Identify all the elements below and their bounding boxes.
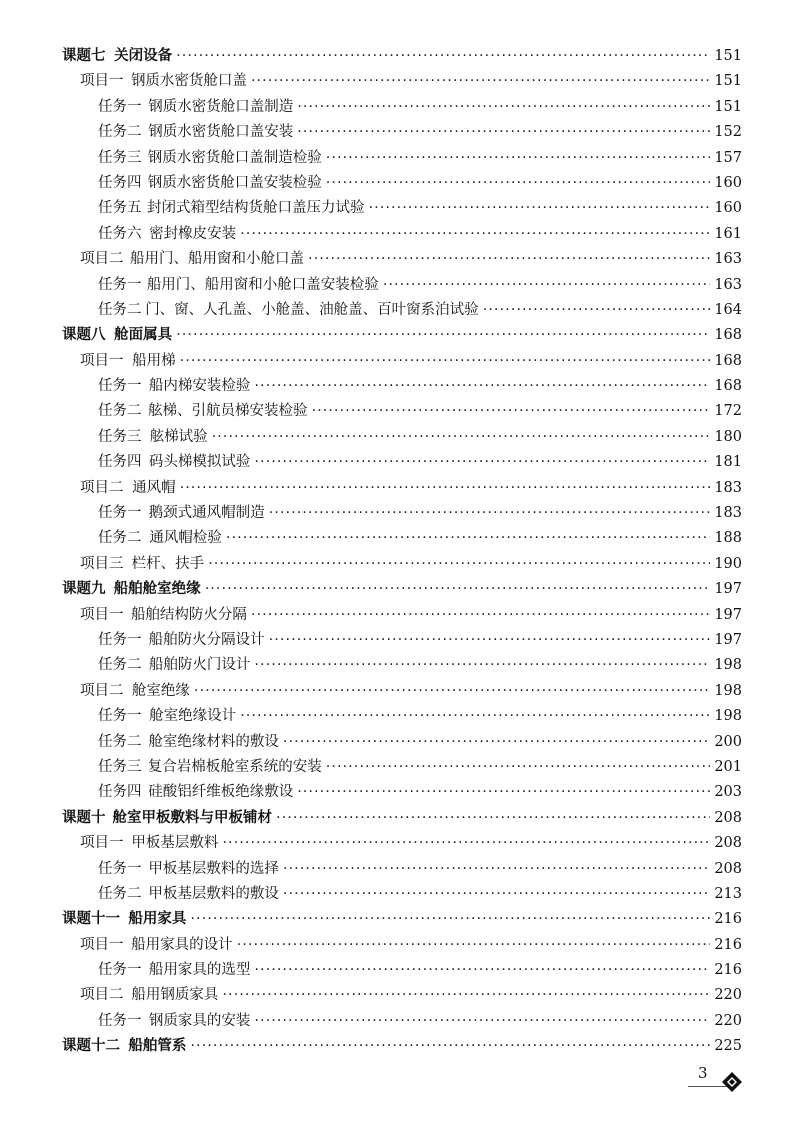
toc-project-entry[interactable] bbox=[62, 476, 742, 501]
toc-entry-page-number: 190 bbox=[714, 555, 742, 572]
toc-dot-leader bbox=[240, 704, 710, 729]
toc-dot-leader bbox=[176, 323, 710, 348]
toc-entry-page-number: 181 bbox=[714, 454, 742, 471]
toc-entry-page-number: 188 bbox=[714, 530, 742, 547]
toc-entry-label: 任务一 bbox=[98, 505, 142, 522]
toc-entry-label: 任务二 bbox=[98, 124, 142, 141]
toc-entry-page-number: 163 bbox=[714, 251, 742, 268]
toc-dot-leader bbox=[269, 501, 711, 526]
diamond-ornament-icon bbox=[722, 1072, 742, 1092]
toc-entry-label: 任务三 bbox=[98, 149, 142, 166]
toc-chapter-entry[interactable] bbox=[62, 806, 742, 831]
toc-entry-title: 船舶结构防火分隔 bbox=[130, 606, 247, 623]
toc-entry-page-number: 208 bbox=[714, 835, 742, 852]
toc-entry-page-number: 168 bbox=[714, 352, 742, 369]
toc-task-entry[interactable] bbox=[62, 526, 742, 551]
toc-entry-page-number: 168 bbox=[714, 378, 742, 395]
toc-entry-title: 船用家具的设计 bbox=[131, 936, 233, 953]
toc-dot-leader bbox=[254, 653, 710, 678]
toc-entry-title: 钢质家具的安装 bbox=[148, 1012, 251, 1029]
toc-entry-label: 任务一 bbox=[98, 860, 142, 877]
toc-dot-leader bbox=[254, 374, 710, 399]
toc-entry-page-number: 183 bbox=[714, 505, 742, 522]
toc-dot-leader bbox=[297, 95, 710, 120]
toc-entry-label: 课题十 bbox=[62, 809, 106, 826]
toc-dot-leader bbox=[369, 196, 711, 221]
toc-entry-page-number: 216 bbox=[714, 962, 742, 979]
toc-entry-page-number: 163 bbox=[714, 276, 742, 293]
toc-task-entry[interactable] bbox=[62, 882, 742, 907]
toc-task-entry[interactable] bbox=[62, 222, 742, 247]
toc-entry-label: 任务三 bbox=[98, 758, 142, 775]
toc-entry-title: 通风帽 bbox=[132, 479, 176, 496]
toc-task-entry[interactable] bbox=[62, 1009, 742, 1034]
toc-entry-title: 舱室绝缘材料的敷设 bbox=[148, 733, 279, 750]
toc-entry-page-number: 151 bbox=[714, 73, 742, 90]
toc-dot-leader bbox=[180, 476, 711, 501]
toc-entry-label: 任务二 bbox=[98, 733, 142, 750]
toc-task-entry[interactable] bbox=[62, 501, 742, 526]
toc-entry-label: 项目一 bbox=[80, 606, 124, 623]
toc-entry-page-number: 183 bbox=[714, 479, 742, 496]
toc-dot-leader bbox=[208, 552, 710, 577]
toc-task-entry[interactable] bbox=[62, 755, 742, 780]
toc-entry-label: 任务四 bbox=[98, 454, 142, 471]
toc-dot-leader bbox=[283, 882, 710, 907]
toc-dot-leader bbox=[194, 679, 710, 704]
toc-entry-title: 船用门、船用窗和小舱口盖 bbox=[130, 251, 305, 268]
toc-dot-leader bbox=[190, 1034, 710, 1059]
toc-entry-title: 码头梯模拟试验 bbox=[148, 454, 251, 471]
toc-dot-leader bbox=[222, 831, 710, 856]
toc-task-entry[interactable] bbox=[62, 171, 742, 196]
toc-entry-label: 课题十一 bbox=[62, 911, 120, 928]
toc-entry-title: 甲板基层敷料 bbox=[131, 835, 219, 852]
toc-entry-page-number: 200 bbox=[714, 733, 742, 750]
toc-entry-page-number: 161 bbox=[714, 225, 742, 242]
toc-project-entry[interactable] bbox=[62, 983, 742, 1008]
toc-dot-leader bbox=[180, 349, 711, 374]
page-footer bbox=[688, 1062, 758, 1102]
toc-project-entry[interactable] bbox=[62, 933, 742, 958]
toc-entry-page-number: 216 bbox=[714, 936, 742, 953]
toc-entry-label: 任务六 bbox=[98, 225, 142, 242]
toc-dot-leader bbox=[240, 222, 710, 247]
toc-entry-page-number: 225 bbox=[714, 1038, 742, 1055]
toc-task-entry[interactable] bbox=[62, 730, 742, 755]
toc-project-entry[interactable] bbox=[62, 247, 742, 272]
toc-entry-title: 封闭式箱型结构货舱口盖压力试验 bbox=[147, 200, 365, 217]
toc-entry-label: 任务二 bbox=[98, 885, 142, 902]
toc-project-entry[interactable] bbox=[62, 679, 742, 704]
toc-task-entry[interactable] bbox=[62, 780, 742, 805]
toc-project-entry[interactable] bbox=[62, 69, 742, 94]
toc-entry-title: 船舶舱室绝缘 bbox=[113, 581, 201, 598]
toc-dot-leader bbox=[383, 273, 711, 298]
toc-task-entry[interactable] bbox=[62, 425, 742, 450]
toc-entry-title: 复合岩棉板舱室系统的安装 bbox=[147, 758, 322, 775]
toc-dot-leader bbox=[222, 983, 710, 1008]
toc-entry-label: 项目二 bbox=[80, 987, 124, 1004]
toc-entry-title: 甲板基层敷料的选择 bbox=[148, 860, 279, 877]
toc-entry-label: 任务一 bbox=[98, 98, 142, 115]
toc-entry-title: 舱室甲板敷料与甲板铺材 bbox=[112, 809, 273, 826]
toc-dot-leader bbox=[326, 171, 711, 196]
toc-entry-title: 船用门、船用窗和小舱口盖安装检验 bbox=[146, 276, 379, 293]
toc-entry-label: 项目二 bbox=[80, 251, 124, 268]
toc-entry-title: 船用钢质家具 bbox=[131, 987, 219, 1004]
toc-entry-title: 船舶防火分隔设计 bbox=[148, 631, 265, 648]
toc-entry-label: 任务二 bbox=[98, 403, 142, 420]
page-number: 3 bbox=[698, 1064, 708, 1082]
toc-entry-page-number: 220 bbox=[714, 1012, 742, 1029]
toc-dot-leader bbox=[254, 450, 710, 475]
toc-project-entry[interactable] bbox=[62, 831, 742, 856]
toc-task-entry[interactable] bbox=[62, 857, 742, 882]
toc-entry-title: 船内梯安装检验 bbox=[148, 378, 251, 395]
toc-entry-title: 钢质水密货舱口盖制造 bbox=[148, 98, 294, 115]
toc-dot-leader bbox=[212, 425, 711, 450]
toc-entry-page-number: 220 bbox=[714, 987, 742, 1004]
toc-task-entry[interactable] bbox=[62, 450, 742, 475]
toc-entry-page-number: 172 bbox=[714, 403, 742, 420]
toc-entry-title: 门、窗、人孔盖、小舱盖、油舱盖、百叶窗系泊试验 bbox=[145, 301, 479, 318]
toc-dot-leader bbox=[283, 730, 710, 755]
toc-entry-page-number: 197 bbox=[714, 631, 742, 648]
toc-task-entry[interactable] bbox=[62, 374, 742, 399]
toc-entry-label: 项目一 bbox=[80, 73, 124, 90]
toc-task-entry[interactable] bbox=[62, 273, 742, 298]
toc-dot-leader bbox=[176, 44, 710, 69]
toc-entry-title: 钢质水密货舱口盖制造检验 bbox=[147, 149, 322, 166]
toc-entry-label: 课题八 bbox=[62, 327, 106, 344]
toc-dot-leader bbox=[254, 1009, 710, 1034]
toc-entry-label: 任务三 bbox=[98, 428, 142, 445]
toc-entry-title: 通风帽检验 bbox=[149, 530, 222, 547]
toc-entry-title: 船用梯 bbox=[132, 352, 176, 369]
toc-dot-leader bbox=[311, 399, 710, 424]
toc-chapter-entry[interactable] bbox=[62, 1034, 742, 1059]
toc-task-entry[interactable] bbox=[62, 704, 742, 729]
toc-dot-leader bbox=[326, 755, 711, 780]
toc-entry-title: 钢质水密货舱口盖安装 bbox=[148, 124, 294, 141]
toc-project-entry[interactable] bbox=[62, 603, 742, 628]
toc-dot-leader bbox=[308, 247, 710, 272]
toc-entry-page-number: 151 bbox=[714, 48, 742, 64]
toc-entry-title: 船舶管系 bbox=[128, 1038, 187, 1055]
toc-dot-leader bbox=[190, 907, 710, 932]
toc-entry-page-number: 160 bbox=[714, 174, 742, 191]
toc-entry-page-number: 198 bbox=[714, 682, 742, 699]
toc-entry-page-number: 164 bbox=[714, 301, 742, 318]
table-of-contents bbox=[62, 44, 742, 1060]
toc-task-entry[interactable] bbox=[62, 653, 742, 678]
toc-dot-leader bbox=[297, 120, 710, 145]
toc-entry-label: 项目二 bbox=[80, 479, 124, 496]
toc-entry-page-number: 216 bbox=[714, 911, 742, 928]
toc-chapter-entry[interactable] bbox=[62, 44, 742, 69]
toc-dot-leader bbox=[251, 69, 710, 94]
toc-entry-title: 甲板基层敷料的敷设 bbox=[148, 885, 279, 902]
toc-entry-label: 任务五 bbox=[98, 200, 142, 217]
toc-entry-page-number: 168 bbox=[714, 327, 742, 344]
toc-dot-leader bbox=[483, 298, 711, 323]
toc-entry-page-number: 213 bbox=[714, 885, 742, 902]
toc-entry-page-number: 201 bbox=[714, 758, 742, 775]
toc-entry-title: 舱室绝缘 bbox=[131, 682, 190, 699]
toc-dot-leader bbox=[326, 146, 711, 171]
toc-task-entry[interactable] bbox=[62, 196, 742, 221]
toc-chapter-entry[interactable] bbox=[62, 323, 742, 348]
toc-entry-title: 船用家具 bbox=[128, 911, 187, 928]
toc-dot-leader bbox=[226, 526, 710, 551]
toc-entry-title: 舷梯、引航员梯安装检验 bbox=[147, 403, 308, 420]
toc-dot-leader bbox=[269, 628, 711, 653]
toc-entry-title: 钢质水密货舱口盖 bbox=[130, 73, 247, 90]
toc-entry-label: 任务一 bbox=[98, 1012, 142, 1029]
toc-dot-leader bbox=[254, 958, 710, 983]
toc-entry-page-number: 197 bbox=[714, 606, 742, 623]
toc-task-entry[interactable] bbox=[62, 95, 742, 120]
toc-entry-page-number: 151 bbox=[714, 98, 742, 115]
toc-entry-page-number: 198 bbox=[714, 708, 742, 725]
toc-chapter-entry[interactable] bbox=[62, 907, 742, 932]
toc-entry-page-number: 160 bbox=[714, 200, 742, 217]
toc-dot-leader bbox=[251, 603, 710, 628]
toc-dot-leader bbox=[297, 780, 710, 805]
toc-entry-label: 任务二 bbox=[98, 301, 142, 318]
toc-entry-label: 任务二 bbox=[98, 530, 142, 547]
toc-task-entry[interactable] bbox=[62, 958, 742, 983]
toc-entry-title: 鹅颈式通风帽制造 bbox=[148, 505, 265, 522]
toc-entry-label: 任务一 bbox=[98, 631, 142, 648]
toc-entry-label: 项目一 bbox=[80, 835, 124, 852]
toc-dot-leader bbox=[237, 933, 711, 958]
toc-entry-label: 任务一 bbox=[98, 962, 142, 979]
toc-chapter-entry[interactable] bbox=[62, 577, 742, 602]
toc-dot-leader bbox=[276, 806, 710, 831]
toc-entry-title: 船舶防火门设计 bbox=[148, 657, 251, 674]
toc-entry-page-number: 180 bbox=[714, 428, 742, 445]
toc-entry-label: 项目一 bbox=[80, 352, 124, 369]
toc-task-entry[interactable] bbox=[62, 399, 742, 424]
toc-entry-title: 栏杆、扶手 bbox=[131, 555, 205, 572]
toc-entry-page-number: 208 bbox=[714, 860, 742, 877]
toc-entry-title: 舷梯试验 bbox=[149, 428, 208, 445]
toc-entry-title: 钢质水密货舱口盖安装检验 bbox=[147, 174, 322, 191]
toc-entry-label: 任务四 bbox=[98, 174, 142, 191]
toc-dot-leader bbox=[205, 577, 711, 602]
toc-entry-label: 任务二 bbox=[98, 657, 142, 674]
toc-entry-label: 任务四 bbox=[98, 784, 142, 801]
toc-entry-title: 硅酸铝纤维板绝缘敷设 bbox=[148, 784, 294, 801]
toc-project-entry[interactable] bbox=[62, 552, 742, 577]
toc-entry-title: 船用家具的选型 bbox=[148, 962, 251, 979]
toc-entry-title: 密封橡皮安装 bbox=[149, 225, 237, 242]
toc-entry-label: 任务一 bbox=[98, 378, 142, 395]
toc-entry-page-number: 152 bbox=[714, 124, 742, 141]
toc-project-entry[interactable] bbox=[62, 349, 742, 374]
toc-entry-label: 项目三 bbox=[80, 555, 124, 572]
toc-entry-page-number: 197 bbox=[714, 581, 742, 598]
toc-entry-page-number: 203 bbox=[714, 784, 742, 801]
toc-entry-label: 任务一 bbox=[98, 708, 142, 725]
toc-entry-title: 关闭设备 bbox=[114, 48, 173, 64]
toc-dot-leader bbox=[283, 857, 710, 882]
toc-task-entry[interactable] bbox=[62, 628, 742, 653]
toc-entry-title: 舱室绝缘设计 bbox=[149, 708, 237, 725]
toc-entry-label: 项目一 bbox=[80, 936, 124, 953]
toc-entry-label: 课题七 bbox=[62, 48, 106, 64]
toc-entry-title: 舱面属具 bbox=[114, 327, 173, 344]
toc-entry-label: 任务一 bbox=[98, 276, 142, 293]
toc-task-entry[interactable] bbox=[62, 146, 742, 171]
toc-task-entry[interactable] bbox=[62, 298, 742, 323]
toc-entry-page-number: 198 bbox=[714, 657, 742, 674]
toc-task-entry[interactable] bbox=[62, 120, 742, 145]
toc-entry-label: 项目二 bbox=[80, 682, 124, 699]
toc-entry-label: 课题十二 bbox=[62, 1038, 120, 1055]
toc-entry-page-number: 208 bbox=[714, 809, 742, 826]
toc-entry-page-number: 157 bbox=[714, 149, 742, 166]
toc-entry-label: 课题九 bbox=[62, 581, 106, 598]
